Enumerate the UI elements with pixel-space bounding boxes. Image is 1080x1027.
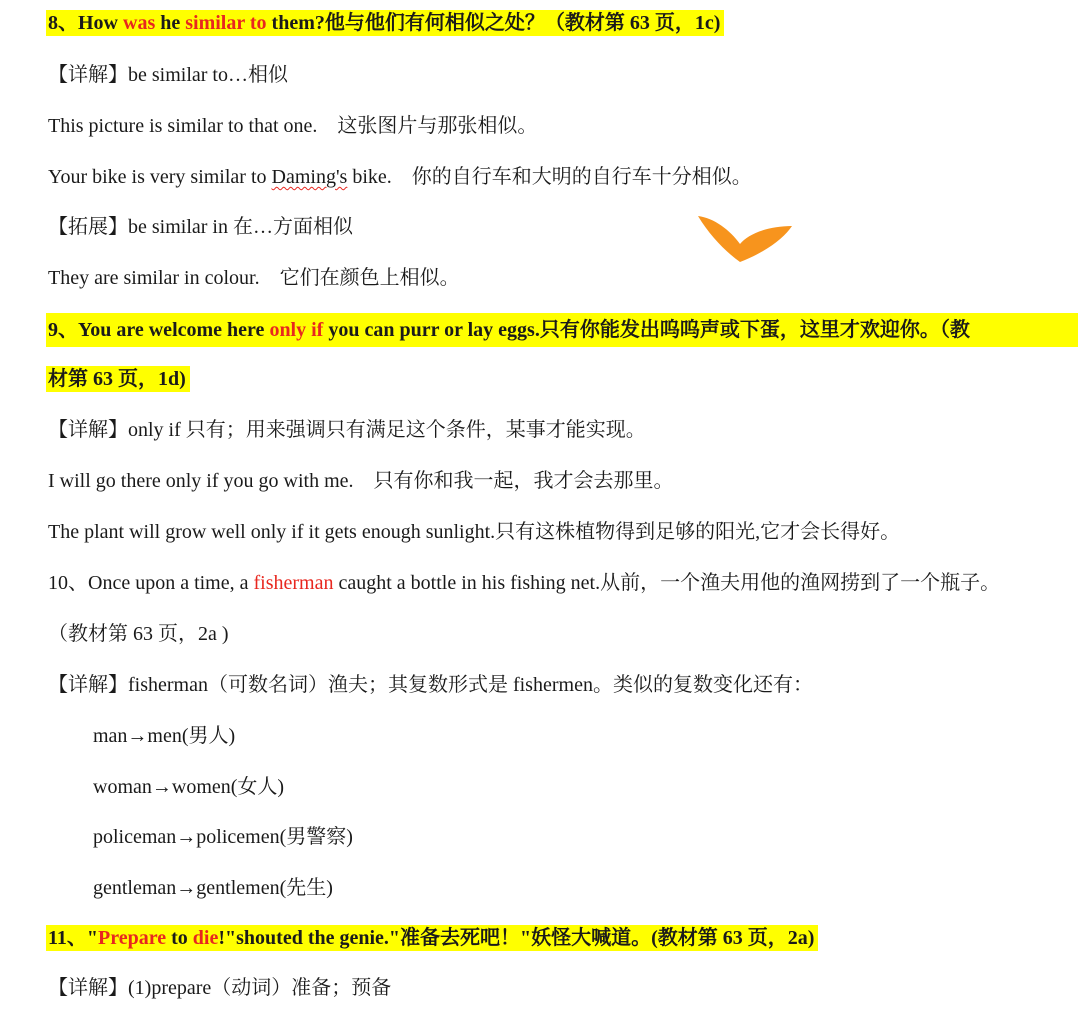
q8-text-1: How — [78, 12, 123, 34]
extension-text: be similar in 在…方面相似 — [128, 216, 353, 238]
detail-text: fisherman（可数名词）渔夫；其复数形式是 fishermen。类似的复数变化还有： — [128, 674, 813, 696]
q9-text-1: You are welcome here — [78, 319, 270, 341]
q8-example-2-a: Your bike is very similar to — [48, 166, 272, 188]
q8-number: 8、 — [48, 12, 78, 34]
q9-detail — [48, 415, 646, 445]
spellcheck-word: Daming's — [271, 166, 348, 188]
q9-example-1: I will go there only if you go with me. 只有你和我一起，我才会去那里。 — [48, 470, 674, 492]
q8-extension — [48, 212, 353, 242]
q10-keyword-fisherman: fisherman — [253, 572, 334, 594]
q8-example-2 — [48, 162, 752, 192]
q9-heading-cont — [48, 364, 190, 394]
q11-text-1: to — [166, 927, 193, 949]
q8-keyword-similar-to: similar to — [185, 12, 267, 34]
q8-text-2: he — [155, 12, 186, 34]
q11-detail — [48, 973, 391, 1003]
q11-keyword-prepare: Prepare — [98, 927, 167, 949]
q8-example-2-c: bike. 你的自行车和大明的自行车十分相似。 — [347, 166, 752, 188]
q9-example-2: The plant will grow well only if it gets enough sunlight.只有这株植物得到足够的阳光,它才会长得好。 — [48, 521, 901, 543]
detail-tag: 【详解】 — [48, 64, 128, 86]
q11-text-2: !"shouted the genie."准备去死吧！"妖怪大喊道。(教材第 63 页，2a) — [218, 927, 815, 949]
q8-heading — [48, 8, 724, 38]
q11-keyword-die: die — [192, 927, 219, 949]
plural-item: man→men(男人) — [93, 725, 236, 747]
q8-text-3: them?他与他们有何相似之处？（教材第 63 页，1c) — [266, 12, 721, 34]
q11-number: 11、" — [48, 927, 98, 949]
q10-text-1: 10、Once upon a time, a — [48, 572, 254, 594]
q10-text-2: caught a bottle in his fishing net.从前，一个渔夫用他的渔网捞到了一个瓶子。 — [333, 572, 1001, 594]
q8-example-1: This picture is similar to that one. 这张图片与那张相似。 — [48, 115, 538, 137]
plural-item: woman→women(女人) — [93, 776, 285, 798]
q10-heading — [48, 568, 1000, 598]
q9-text-2: you can purr or lay eggs.只有你能发出呜呜声或下蛋，这里才欢迎你。（教 — [323, 319, 970, 341]
extension-tag: 【拓展】 — [48, 216, 128, 238]
q8-example-3: They are similar in colour. 它们在颜色上相似。 — [48, 267, 460, 289]
q8-detail — [48, 60, 288, 90]
q9-keyword-only-if: only if — [269, 319, 324, 341]
detail-tag: 【详解】 — [48, 419, 128, 441]
q9-number: 9、 — [48, 319, 78, 341]
plural-item: gentleman→gentlemen(先生) — [93, 877, 333, 899]
plural-item: policeman→policemen(男警察) — [93, 826, 353, 848]
detail-text: (1)prepare（动词）准备；预备 — [128, 977, 392, 999]
q11-heading — [48, 923, 818, 953]
detail-tag: 【详解】 — [48, 977, 128, 999]
detail-tag: 【详解】 — [48, 674, 128, 696]
q8-keyword-was: was — [123, 12, 156, 34]
q10-detail — [48, 670, 813, 700]
q9-heading — [48, 313, 1080, 347]
detail-text: be similar to…相似 — [128, 64, 288, 86]
orange-bird-icon — [696, 212, 794, 266]
detail-text: only if 只有；用来强调只有满足这个条件，某事才能实现。 — [128, 419, 646, 441]
q10-heading-cont: （教材第 63 页，2a ) — [48, 623, 229, 645]
q9-text-line2: 材第 63 页，1d) — [46, 366, 190, 392]
